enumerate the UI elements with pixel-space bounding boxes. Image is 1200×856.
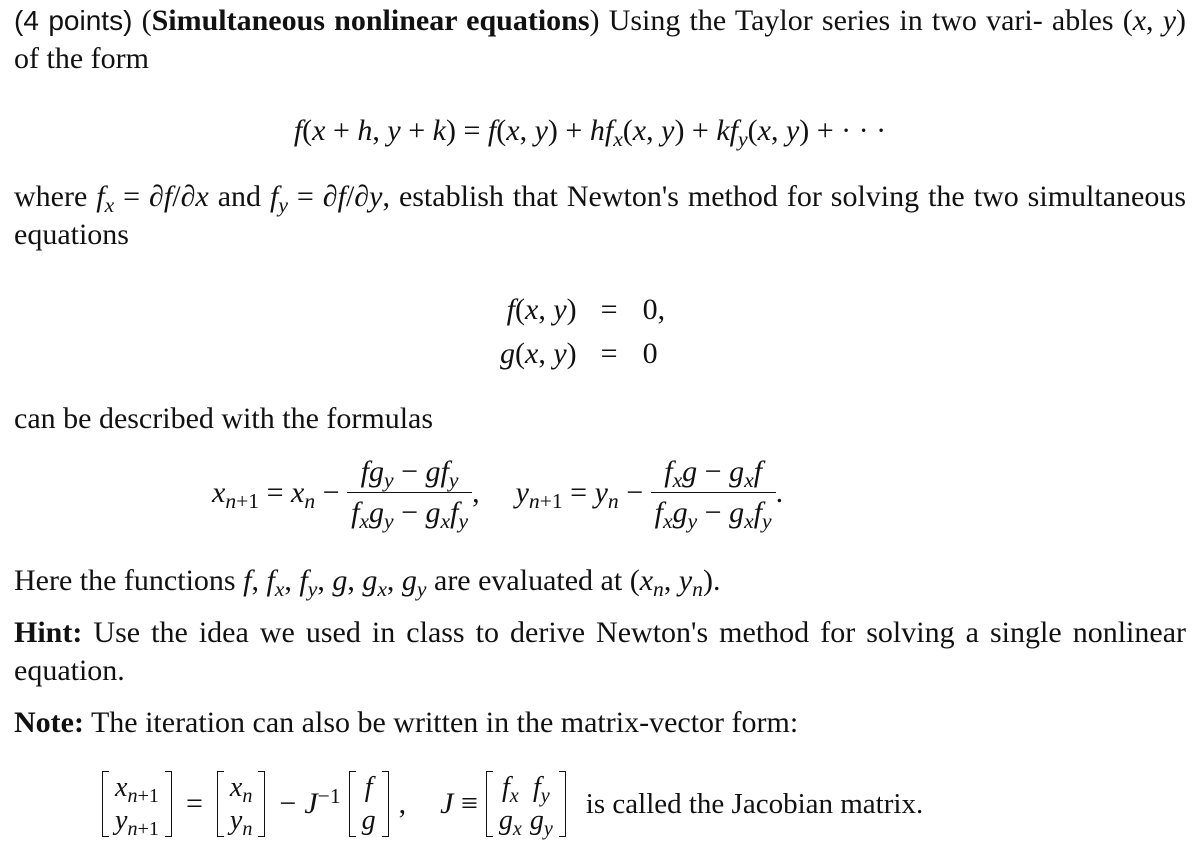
points-label: (4 points) bbox=[14, 5, 133, 36]
where-paragraph: where $f_x = \partial f/\partial x$ and $f_y = \partial f/\partial y$, establish that Newton's method for solving the two simultaneous equations bbox=[14, 180, 1186, 251]
y-denominator: $f_xg_y - g_xf_y$ bbox=[654, 496, 772, 534]
x-update-fraction bbox=[347, 455, 472, 534]
evaluated-functions: f, $f_x$, $f_y$, g, $g_x$, $g_y$ bbox=[243, 564, 427, 602]
x-denominator: $f_xg_y - g_xf_y$ bbox=[351, 496, 469, 534]
jacobian-definition: J ≡ bbox=[440, 787, 478, 820]
matrix-form bbox=[102, 764, 923, 844]
where-word: where bbox=[14, 180, 88, 213]
system-lhs-2: g(x, y) bbox=[500, 337, 577, 370]
equation-system bbox=[500, 288, 666, 376]
matrix-minus: − bbox=[279, 787, 297, 820]
evaluated-paragraph bbox=[14, 562, 1186, 600]
system-rhs-1: 0, bbox=[642, 293, 666, 326]
y-update-fraction bbox=[651, 455, 776, 534]
y-update-lhs: $y_{n+1} = y_n$ − bbox=[515, 475, 651, 513]
matrix-comma: , bbox=[398, 787, 407, 820]
title-open: ( bbox=[141, 4, 152, 37]
hint-label: Hint: bbox=[14, 616, 83, 649]
where-rest: , establish that Newton's method for solving the two simultaneous equations bbox=[14, 180, 1186, 251]
fg-vector: f g bbox=[349, 771, 389, 837]
problem-title: Simultaneous nonlinear equations bbox=[151, 4, 590, 37]
taylor-equation: f(x + h, y + k) = f(x, $y) + hf_x(x$, $y) + kf_y(x$, y) + · · · bbox=[293, 114, 887, 152]
jacobian-matrix: $f_x$ $f_y$ $g_x$ $g_y$ bbox=[486, 771, 566, 837]
note-label: Note: bbox=[14, 706, 84, 739]
lhs-vector: $x_{n+1}$ $y_{n+1}$ bbox=[102, 771, 172, 837]
hint-text: Use the idea we used in class to derive Newton's method for solving a single nonlinear equation. bbox=[14, 616, 1187, 687]
y-numerator: $f_xg - g_xf$ bbox=[651, 456, 776, 493]
x-update-lhs: $x_{n+1} = x_n$ − bbox=[212, 475, 348, 513]
jacobian-text: is called the Jacobian matrix. bbox=[585, 787, 924, 820]
formula-end: . bbox=[775, 475, 784, 509]
newton-formulas bbox=[212, 455, 784, 534]
evaluated-pre: Here the functions bbox=[14, 564, 236, 597]
evaluated-point: ($x_n$, $y_n$). bbox=[629, 564, 721, 602]
system-rhs-2: 0 bbox=[642, 337, 658, 370]
note-text: The iteration can also be written in the matrix-vector form: bbox=[90, 706, 799, 739]
hint-paragraph bbox=[14, 614, 1186, 690]
formulas-intro: can be described with the formulas bbox=[14, 402, 434, 435]
title-close: ) bbox=[589, 4, 600, 37]
intro-text: Using the Taylor series in two vari- ables (x, y) of the form bbox=[14, 4, 1187, 75]
matrix-equals: = bbox=[185, 787, 203, 820]
note-paragraph bbox=[14, 704, 1186, 742]
evaluated-mid: are evaluated at bbox=[434, 564, 623, 597]
x-numerator: $fg_y - gf_y$ bbox=[347, 456, 472, 493]
xn-vector: $x_n$ $y_n$ bbox=[217, 771, 266, 837]
system-lhs-1: f(x, y) bbox=[506, 293, 577, 326]
system-eq-1: = bbox=[600, 293, 618, 326]
and-word: and bbox=[217, 180, 262, 213]
jacobian-inverse: $J^{-1}$ bbox=[304, 784, 341, 820]
problem-statement bbox=[14, 2, 1186, 78]
system-eq-2: = bbox=[600, 337, 618, 370]
formula-separator: , bbox=[472, 475, 480, 509]
